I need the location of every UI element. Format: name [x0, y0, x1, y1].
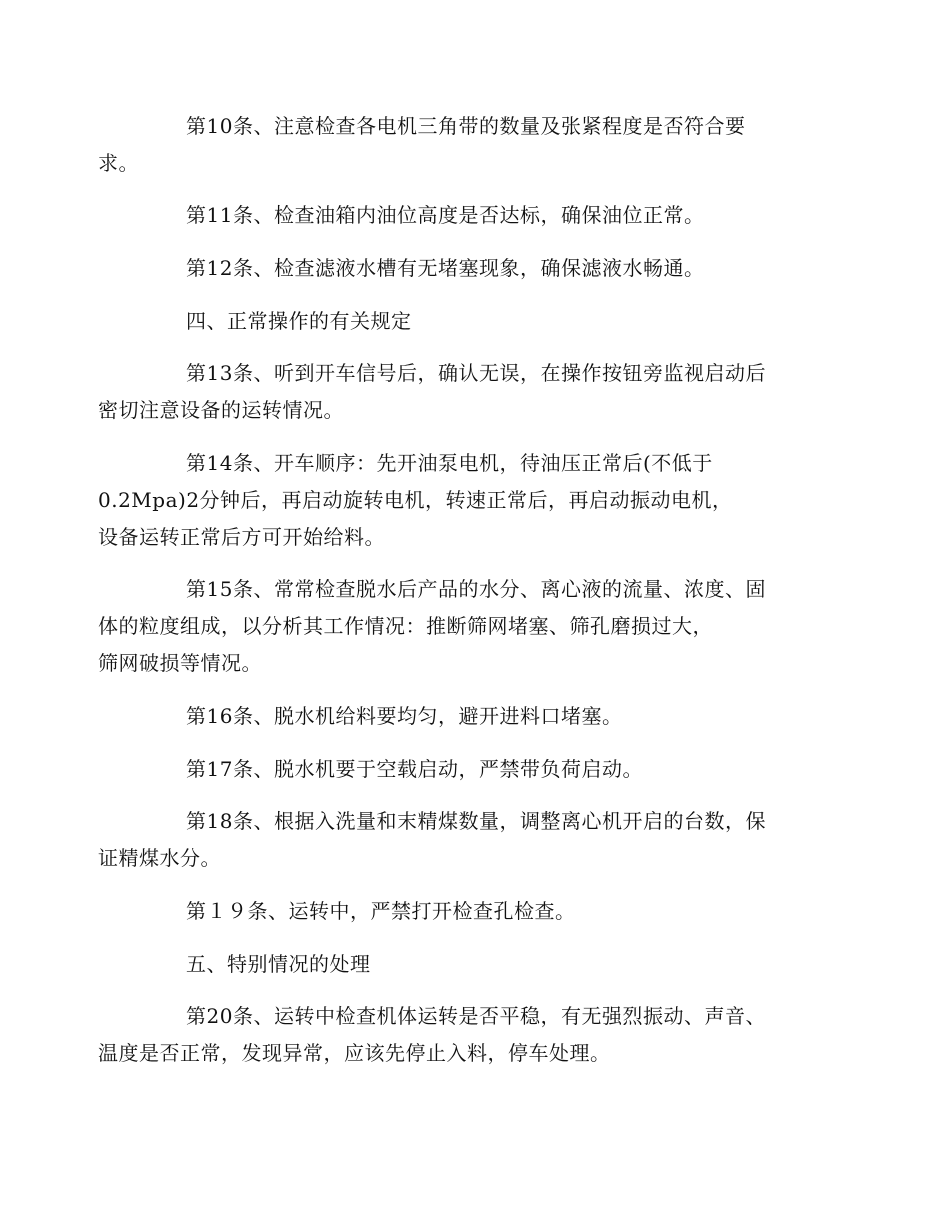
paragraph-article-17 [142, 751, 810, 788]
text-line: 第１９条、运转中，严禁打开检查孔检查。 [186, 899, 576, 923]
text-line: 证精煤水分。 [98, 846, 221, 870]
section-heading-5 [142, 946, 810, 983]
paragraph-article-12 [142, 250, 810, 287]
text-line: 第12条、检查滤液水槽有无堵塞现象，确保滤液水畅通。 [186, 256, 705, 280]
text-line: 第18条、根据入洗量和末精煤数量，调整离心机开启的台数，保 [186, 809, 766, 833]
text-line: 四、正常操作的有关规定 [186, 309, 412, 333]
paragraph-article-16 [142, 698, 810, 735]
paragraph-article-10 [98, 108, 810, 182]
text-line: 第10条、注意检查各电机三角带的数量及张紧程度是否符合要 [186, 114, 746, 138]
paragraph-article-11 [142, 197, 810, 234]
text-line: 设备运转正常后方可开始给料。 [98, 525, 385, 549]
text-line: 第11条、检查油箱内油位高度是否达标，确保油位正常。 [186, 203, 705, 227]
text-line: 第17条、脱水机要于空载启动，严禁带负荷启动。 [186, 757, 643, 781]
text-line: 筛网破损等情况。 [98, 651, 262, 675]
text-line: 第20条、运转中检查机体运转是否平稳，有无强烈振动、声音、 [186, 1004, 766, 1028]
text-line: 第16条、脱水机给料要均匀，避开进料口堵塞。 [186, 704, 623, 728]
section-heading-4 [142, 303, 810, 340]
text-line: 0.2Mpa)2分钟后，再启动旋转电机，转速正常后，再启动振动电机， [98, 488, 733, 512]
paragraph-article-13 [98, 355, 810, 429]
paragraph-article-18 [98, 803, 810, 877]
text-line: 五、特别情况的处理 [186, 952, 371, 976]
text-line: 体的粒度组成，以分析其工作情况：推断筛网堵塞、筛孔磨损过大， [98, 614, 713, 638]
paragraph-article-15 [98, 571, 810, 682]
paragraph-article-14 [98, 445, 810, 556]
text-line: 密切注意设备的运转情况。 [98, 398, 344, 422]
text-line: 求。 [98, 151, 139, 175]
paragraph-article-19 [142, 893, 810, 930]
text-line: 第13条、听到开车信号后，确认无误，在操作按钮旁监视启动后 [186, 361, 766, 385]
text-line: 第15条、常常检查脱水后产品的水分、离心液的流量、浓度、固 [186, 577, 766, 601]
text-line: 第14条、开车顺序：先开油泵电机，待油压正常后(不低于 [186, 451, 713, 475]
paragraph-article-20 [98, 998, 810, 1072]
text-line: 温度是否正常，发现异常，应该先停止入料，停车处理。 [98, 1041, 611, 1065]
